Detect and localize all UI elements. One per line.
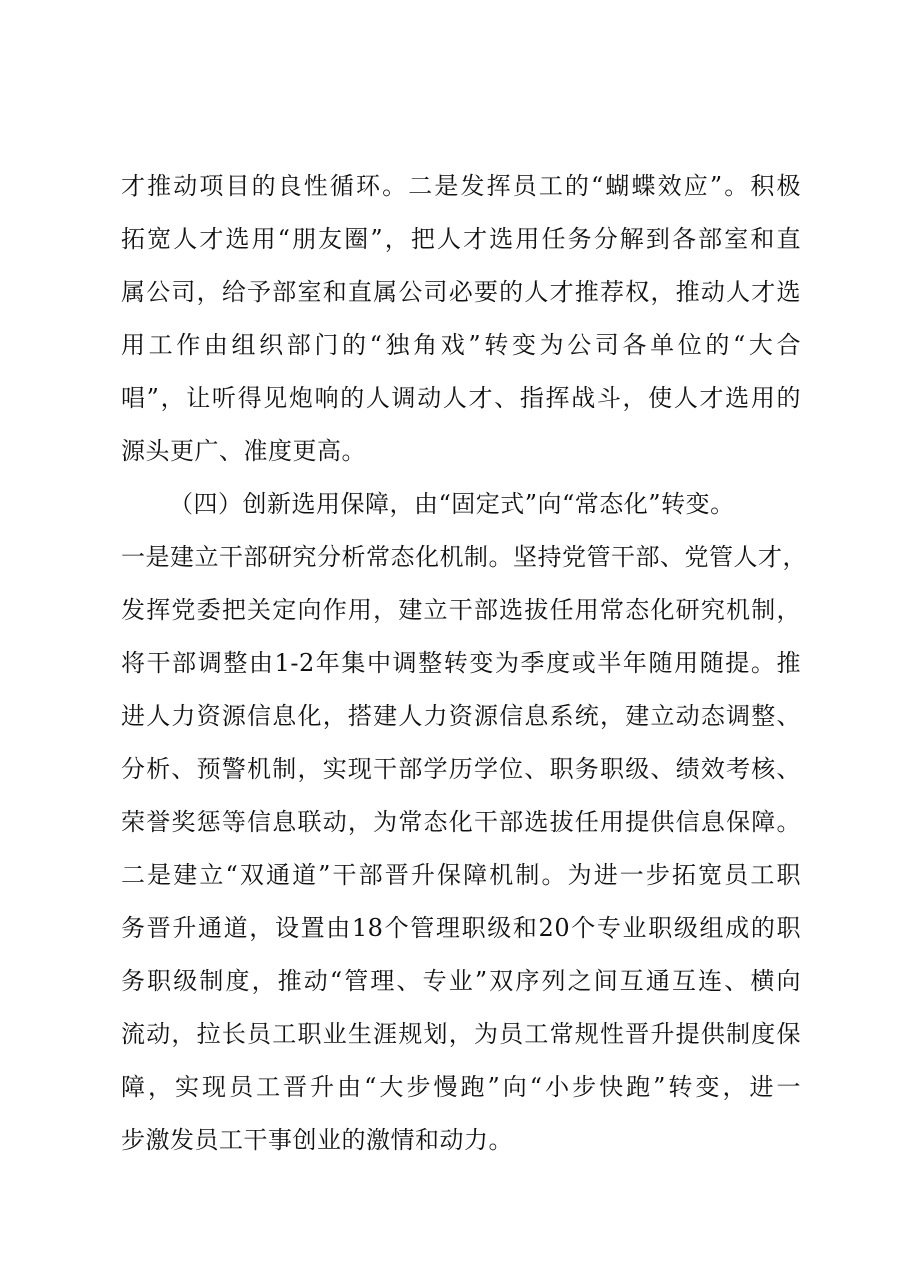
text-line: 流动，拉长员工职业生涯规划，为员工常规性晋升提供制度保	[121, 1020, 801, 1048]
text-line: 务晋升通道，设置由18个管理职级和20个专业职级组成的职	[121, 914, 801, 942]
text-line: 属公司，给予部室和直属公司必要的人才推荐权，推动人才选	[121, 278, 801, 306]
text-line: 将干部调整由1-2年集中调整转变为季度或半年随用随提。推	[121, 649, 801, 677]
text-line: 唱”，让听得见炮响的人调动人才、指挥战斗，使人才选用的	[121, 384, 801, 412]
text-line: 源头更广、准度更高。	[121, 437, 366, 465]
text-line: 二是建立“双通道”干部晋升保障机制。为进一步拓宽员工职	[121, 861, 801, 889]
text-line: 进人力资源信息化，搭建人力资源信息系统，建立动态调整、	[121, 702, 801, 730]
text-line: 务职级制度，推动“管理、专业”双序列之间互通互连、横向	[121, 967, 801, 995]
text-line: 一是建立干部研究分析常态化机制。坚持党管干部、党管人才，	[121, 543, 807, 571]
paragraph-1	[121, 160, 801, 478]
text-line: 步激发员工干事创业的激情和动力。	[121, 1126, 513, 1154]
section-heading-line: （四）创新选用保障，由“固定式”向“常态化”转变。	[169, 490, 735, 518]
paragraph-2	[121, 478, 807, 1167]
text-line: 障，实现员工晋升由“大步慢跑”向“小步快跑”转变，进一	[121, 1073, 801, 1101]
text-line: 拓宽人才选用“朋友圈”，把人才选用任务分解到各部室和直	[121, 225, 801, 253]
text-line: 荣誉奖惩等信息联动，为常态化干部选拔任用提供信息保障。	[121, 808, 801, 836]
text-line: 分析、预警机制，实现干部学历学位、职务职级、绩效考核、	[121, 755, 801, 783]
text-line: 发挥党委把关定向作用，建立干部选拔任用常态化研究机制，	[121, 596, 801, 624]
text-line: 才推动项目的良性循环。二是发挥员工的“蝴蝶效应”。积极	[121, 172, 801, 200]
text-line: 用工作由组织部门的“独角戏”转变为公司各单位的“大合	[121, 331, 801, 359]
document-body	[121, 160, 807, 1167]
